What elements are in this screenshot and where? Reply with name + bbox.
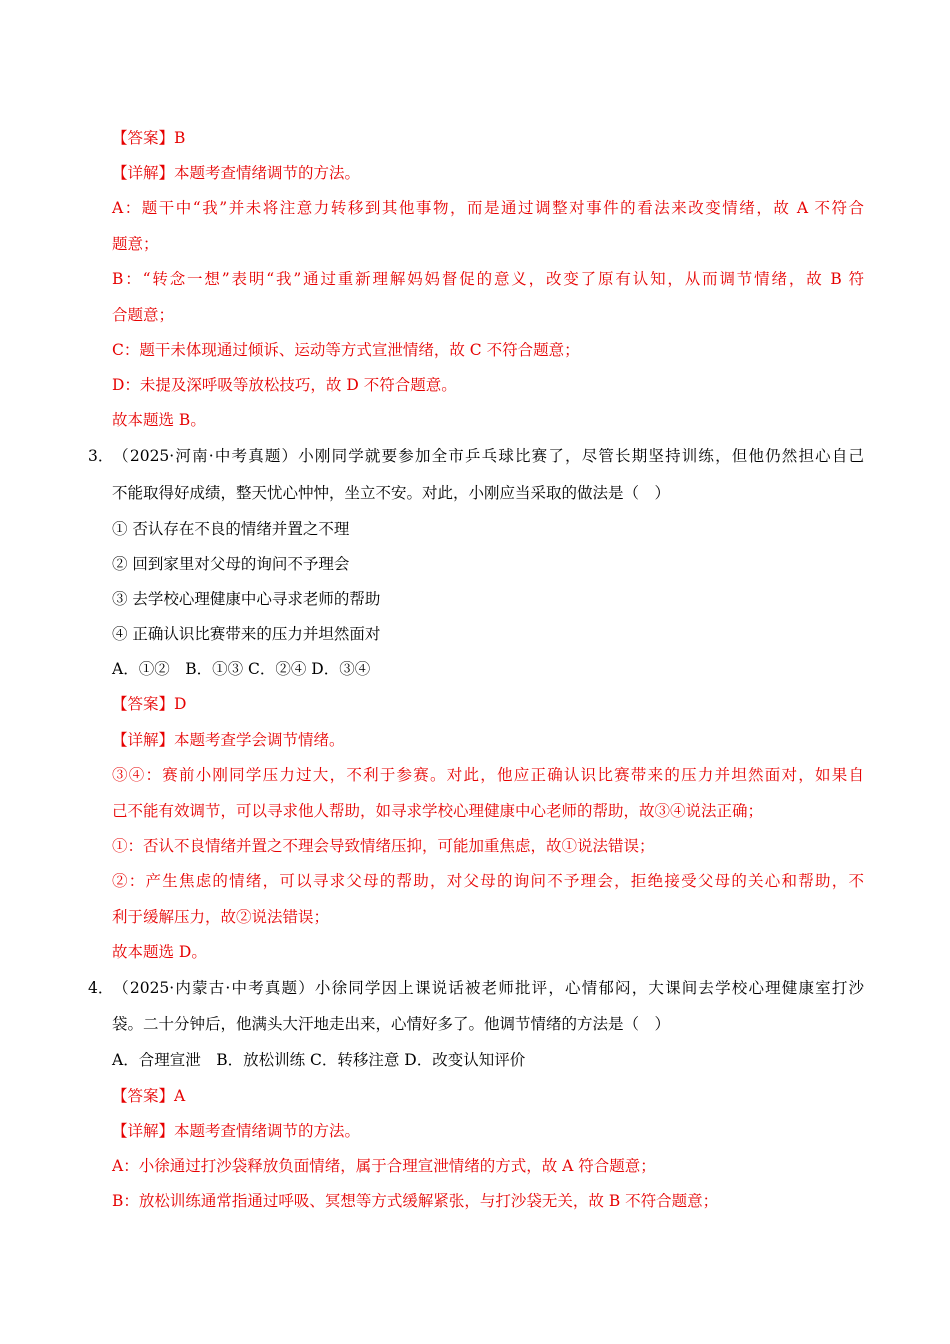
question-text: （2025·内蒙古·中考真题）小徐同学因上课说话被老师批评，心情郁闷，大课间去学校心理健康室打沙 — [112, 979, 864, 997]
choice-options: A．合理宣泄 B．放松训练 C．转移注意 D．改变认知评价 — [112, 1051, 526, 1069]
explanation-heading: 【详解】本题考查情绪调节的方法。 — [112, 164, 361, 182]
answer-label: 【答案】A — [112, 1087, 186, 1105]
choice-options: A．①② B．①③ C．②④ D．③④ — [112, 660, 371, 678]
question-4-stem — [88, 977, 864, 999]
conclusion-line: 故本题选 D。 — [112, 943, 207, 961]
question-number: 3． — [88, 447, 114, 465]
statement-option: ① 否认存在不良的情绪并置之不理 — [112, 520, 350, 538]
statement-option: ④ 正确认识比赛带来的压力并坦然面对 — [112, 625, 381, 643]
explanation-line: 己不能有效调节，可以寻求他人帮助，如寻求学校心理健康中心老师的帮助，故③④说法正确； — [112, 802, 764, 820]
question-3-stem — [88, 445, 864, 467]
explanation-line: ②：产生焦虑的情绪，可以寻求父母的帮助，对父母的询问不予理会，拒绝接受父母的关心和帮助，不 — [112, 872, 864, 890]
explanation-line: C：题干未体现通过倾诉、运动等方式宣泄情绪，故 C 不符合题意； — [112, 341, 580, 359]
explanation-line: B：“转念一想”表明“我”通过重新理解妈妈督促的意义，改变了原有认知，从而调节情绪，故 B 符 — [112, 270, 864, 288]
explanation-line: ③④：赛前小刚同学压力过大，不利于参赛。对此，他应正确认识比赛带来的压力并坦然面对，如果自 — [112, 766, 864, 784]
statement-option: ② 回到家里对父母的询问不予理会 — [112, 555, 350, 573]
explanation-line: D：未提及深呼吸等放松技巧，故 D 不符合题意。 — [112, 376, 457, 394]
explanation-line: ①：否认不良情绪并置之不理会导致情绪压抑，可能加重焦虑，故①说法错误； — [112, 837, 655, 855]
explanation-heading: 【详解】本题考查学会调节情绪。 — [112, 731, 345, 749]
question-text: 不能取得好成绩，整天忧心忡忡，坐立不安。对此，小刚应当采取的做法是（ ） — [112, 484, 671, 502]
answer-label: 【答案】D — [112, 695, 187, 713]
question-number: 4． — [88, 979, 114, 997]
statement-option: ③ 去学校心理健康中心寻求老师的帮助 — [112, 590, 381, 608]
explanation-line: B：放松训练通常指通过呼吸、冥想等方式缓解紧张，与打沙袋无关，故 B 不符合题意； — [112, 1192, 719, 1210]
explanation-line: 合题意； — [112, 306, 175, 324]
explanation-line: A：小徐通过打沙袋释放负面情绪，属于合理宣泄情绪的方式，故 A 符合题意； — [112, 1157, 656, 1175]
explanation-heading: 【详解】本题考查情绪调节的方法。 — [112, 1122, 361, 1140]
explanation-line: 题意； — [112, 235, 159, 253]
question-text: （2025·河南·中考真题）小刚同学就要参加全市乒乓球比赛了，尽管长期坚持训练，但他仍然担心自己 — [112, 447, 864, 465]
question-text: 袋。二十分钟后，他满头大汗地走出来，心情好多了。他调节情绪的方法是（ ） — [112, 1015, 671, 1033]
explanation-line: 利于缓解压力，故②说法错误； — [112, 908, 330, 926]
explanation-line: A：题干中“我”并未将注意力转移到其他事物，而是通过调整对事件的看法来改变情绪，故 A 不符合 — [112, 199, 864, 217]
conclusion-line: 故本题选 B。 — [112, 411, 206, 429]
answer-label: 【答案】B — [112, 129, 186, 147]
